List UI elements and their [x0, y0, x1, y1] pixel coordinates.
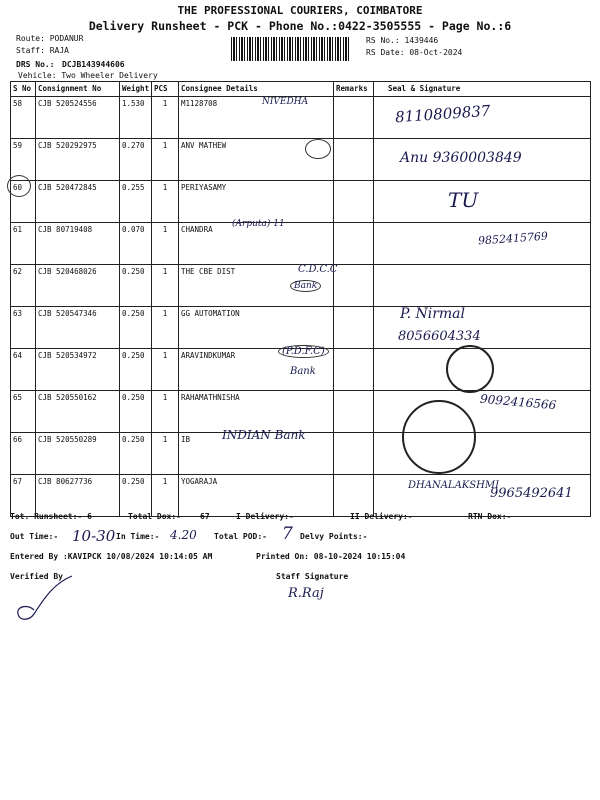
- table-header-row: [11, 82, 591, 97]
- cell-consignee: THE CBE DIST: [179, 265, 334, 307]
- cell-weight: 1.530: [120, 97, 152, 139]
- company-title: THE PROFESSIONAL COURIERS, COIMBATORE: [177, 4, 423, 17]
- rs-date: RS Date: 08-Oct-2024: [366, 48, 463, 57]
- staff-signature-label: Staff Signature: [276, 572, 349, 581]
- cell-consignee: PERIYASAMY: [179, 181, 334, 223]
- cell-pcs: 1: [152, 349, 179, 391]
- handwritten-bank-64: Bank: [290, 366, 316, 377]
- cell-consignment: CJB 520524556: [36, 97, 120, 139]
- cell-consignee: ARAVINDKUMAR: [179, 349, 334, 391]
- cell-consignee: IB: [179, 433, 334, 475]
- cell-remarks: [334, 223, 374, 265]
- handwritten-circle-59: [305, 139, 331, 159]
- cell-weight: 0.070: [120, 223, 152, 265]
- cell-weight: 0.250: [120, 391, 152, 433]
- cell-weight: 0.250: [120, 307, 152, 349]
- handwritten-signature-58: 8110809837: [394, 101, 491, 127]
- col-sno: S No: [11, 82, 36, 97]
- cell-pcs: 1: [152, 223, 179, 265]
- cell-sno: 67: [11, 475, 36, 517]
- table-row: [11, 181, 591, 223]
- cell-weight: 0.255: [120, 181, 152, 223]
- cell-consignment: CJB 520472845: [36, 181, 120, 223]
- printed-on: Printed On: 08-10-2024 10:15:04: [256, 552, 406, 561]
- verified-signature: [12, 574, 74, 626]
- cell-weight: 0.250: [120, 433, 152, 475]
- cell-sno: 60: [11, 181, 36, 223]
- vehicle: Vehicle: Two Wheeler Delivery: [18, 71, 158, 80]
- cell-sno: 63: [11, 307, 36, 349]
- barcode: [231, 37, 351, 61]
- handwritten-note-58: NIVEDHA: [262, 97, 309, 107]
- cell-consignee: M1128708: [179, 97, 334, 139]
- handwritten-signature-59: Anu 9360003849: [400, 150, 522, 166]
- handwritten-phone-67: 9965492641: [490, 486, 573, 501]
- staff: Staff: RAJA: [16, 46, 69, 55]
- drs-number: DCJB143944606: [62, 60, 125, 69]
- cell-pcs: 1: [152, 433, 179, 475]
- cell-pcs: 1: [152, 97, 179, 139]
- verified-by: Verified By: [10, 572, 63, 581]
- cell-remarks: [334, 97, 374, 139]
- cell-consignment: CJB 520468026: [36, 265, 120, 307]
- cell-pcs: 1: [152, 307, 179, 349]
- rtn-dox: RTN Dox:-: [468, 512, 512, 521]
- cell-sno: 66: [11, 433, 36, 475]
- cell-consignment: CJB 520550289: [36, 433, 120, 475]
- stamp-64: [446, 345, 494, 393]
- cell-consignee: ANV MATHEW: [179, 139, 334, 181]
- handwritten-note-66: INDIAN Bank: [222, 428, 306, 442]
- cell-consignee: RAHAMATHNISHA: [179, 391, 334, 433]
- cell-weight: 0.270: [120, 139, 152, 181]
- cell-consignment: CJB 80627736: [36, 475, 120, 517]
- total-pod-label: Total POD:-: [214, 532, 267, 541]
- col-consignment: Consignment No: [36, 82, 120, 97]
- col-signature: Seal & Signature: [374, 82, 591, 97]
- col-remarks: Remarks: [334, 82, 374, 97]
- cell-consignment: CJB 520534972: [36, 349, 120, 391]
- delivery-points: Delvy Points:-: [300, 532, 368, 541]
- runsheet-subtitle: Delivery Runsheet - PCK - Phone No.:0422-3505555 - Page No.:6: [88, 19, 512, 33]
- cell-remarks: [334, 265, 374, 307]
- col-weight: Weight: [120, 82, 152, 97]
- cell-consignee: CHANDRA: [179, 223, 334, 265]
- cell-weight: 0.250: [120, 349, 152, 391]
- out-time-label: Out Time:-: [10, 532, 59, 541]
- drs-label: DRS No.:: [16, 60, 55, 69]
- cell-sno: 62: [11, 265, 36, 307]
- cell-remarks: [334, 139, 374, 181]
- cell-pcs: 1: [152, 139, 179, 181]
- cell-consignment: CJB 520550162: [36, 391, 120, 433]
- cell-pcs: 1: [152, 391, 179, 433]
- cell-pcs: 1: [152, 475, 179, 517]
- cell-pcs: 1: [152, 181, 179, 223]
- handwritten-signature-63: P. Nirmal: [400, 306, 466, 322]
- total-runsheet: Tot. Runsheet:- 6: [10, 512, 92, 521]
- total-dox-label: Total Dox:-: [128, 512, 181, 521]
- cell-remarks: [334, 349, 374, 391]
- runsheet-table: [10, 81, 591, 517]
- col-consignee: Consignee Details: [179, 82, 334, 97]
- handwritten-note-61: (Arputa) 11: [232, 219, 285, 229]
- ii-delivery: II Delivery:-: [350, 512, 413, 521]
- entered-by: Entered By :KAVIPCK 10/08/2024 10:14:05 AM: [10, 552, 213, 561]
- cell-weight: 0.250: [120, 475, 152, 517]
- cell-consignment: CJB 520547346: [36, 307, 120, 349]
- cell-consignment: CJB 520292975: [36, 139, 120, 181]
- handwritten-signature-67: DHANALAKSHMI: [408, 480, 500, 491]
- col-pcs: PCS: [152, 82, 179, 97]
- cell-remarks: [334, 433, 374, 475]
- sno-60-circle-mark: [7, 175, 31, 197]
- handwritten-signature-65: 9092416566: [479, 391, 557, 413]
- cell-remarks: [334, 391, 374, 433]
- rs-no: RS No.: 1439446: [366, 36, 439, 45]
- cell-sno: 61: [11, 223, 36, 265]
- cell-weight: 0.250: [120, 265, 152, 307]
- cell-signature: [374, 265, 591, 307]
- route: Route: PODANUR: [16, 34, 84, 43]
- out-time-value: 10-30: [72, 527, 116, 545]
- cell-sno: 58: [11, 97, 36, 139]
- handwritten-mark-60: TU: [448, 188, 479, 212]
- cell-remarks: [334, 475, 374, 517]
- total-pod-value: 7: [282, 524, 293, 544]
- cell-consignee: GG AUTOMATION: [179, 307, 334, 349]
- cell-remarks: [334, 307, 374, 349]
- cell-sno: 64: [11, 349, 36, 391]
- cell-pcs: 1: [152, 265, 179, 307]
- i-delivery: I Delivery:-: [236, 512, 294, 521]
- handwritten-note-62: C.D.C.C: [298, 264, 338, 275]
- table-row: [11, 307, 591, 349]
- in-time-value: 4.20: [170, 528, 197, 542]
- cell-signature: [374, 181, 591, 223]
- handwritten-bank-62: Bank: [290, 280, 321, 292]
- cell-sno: 65: [11, 391, 36, 433]
- cell-consignment: CJB 80719408: [36, 223, 120, 265]
- cell-consignee: YOGARAJA: [179, 475, 334, 517]
- staff-signature: R.Raj: [288, 586, 324, 601]
- bank-stamp-66: [402, 400, 476, 474]
- in-time-label: In Time:-: [116, 532, 160, 541]
- handwritten-phone-63: 8056604334: [398, 329, 481, 344]
- cell-remarks: [334, 181, 374, 223]
- cell-sno: 59: [11, 139, 36, 181]
- handwritten-note-64: (P.D.F.C): [278, 345, 329, 358]
- handwritten-signature-61: 9852415769: [477, 229, 549, 248]
- total-dox-value: 67: [200, 512, 210, 521]
